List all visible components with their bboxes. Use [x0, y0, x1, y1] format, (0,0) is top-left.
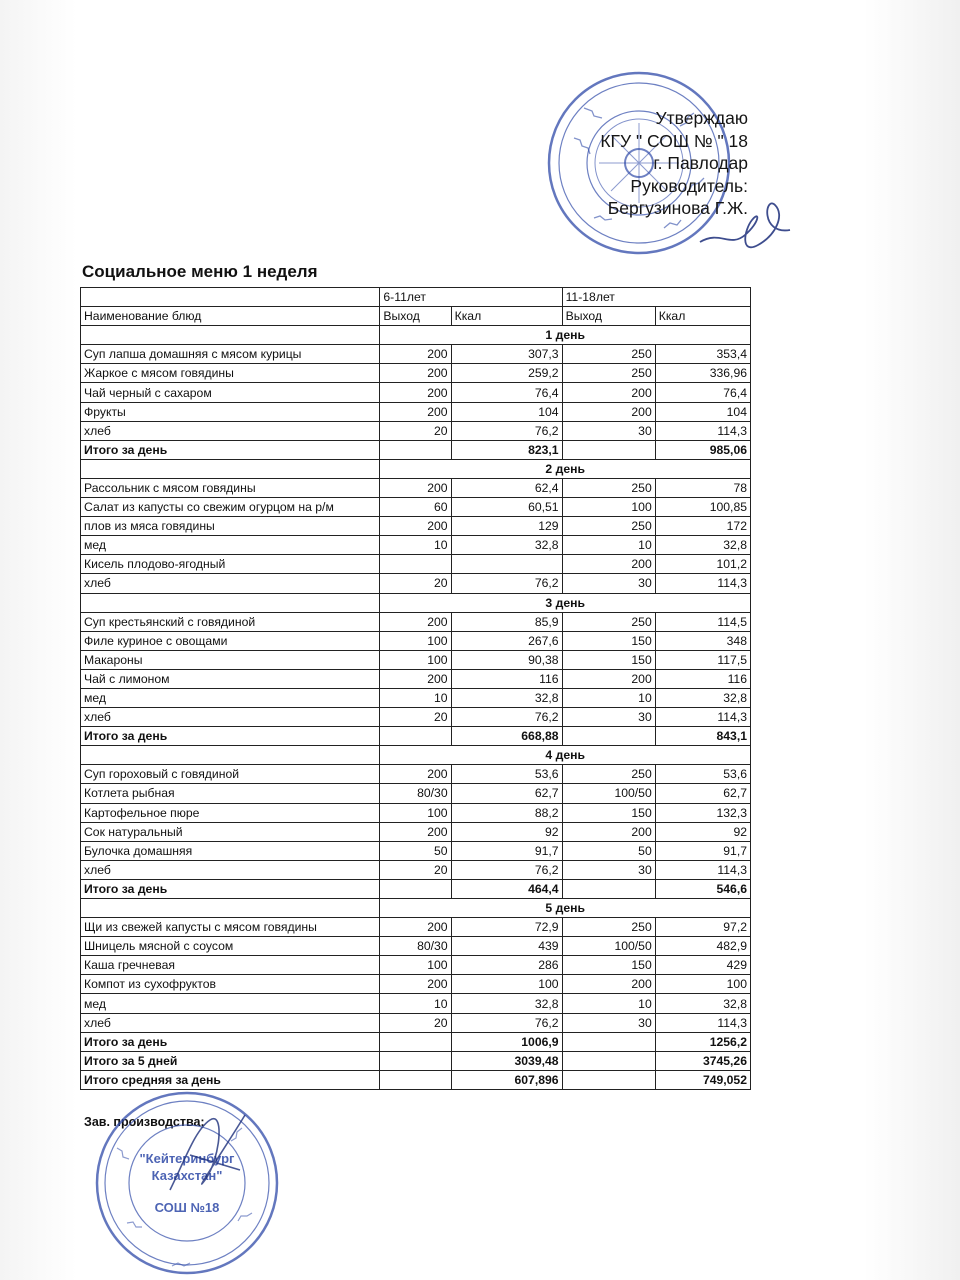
kcal-11-18: 104	[655, 402, 750, 421]
dish-name: Суп гороховый с говядиной	[81, 765, 380, 784]
age-group-2-header: 11-18лет	[562, 288, 750, 307]
dish-row	[81, 364, 751, 383]
dish-row	[81, 918, 751, 937]
kcal-11-18: 32,8	[655, 994, 750, 1013]
output-6-11: 200	[380, 364, 451, 383]
dish-name: хлеб	[81, 708, 380, 727]
output-6-11	[380, 555, 451, 574]
total-row	[81, 440, 751, 459]
output-6-11: 80/30	[380, 784, 451, 803]
kcal-11-18: 114,3	[655, 421, 750, 440]
kcal-6-11: 53,6	[451, 765, 562, 784]
output-11-18: 250	[562, 345, 655, 364]
day-header-row	[81, 459, 751, 478]
total-row	[81, 727, 751, 746]
menu-table	[80, 287, 751, 1090]
kcal-6-11: 76,2	[451, 860, 562, 879]
day-header-row	[81, 326, 751, 345]
output-6-11: 200	[380, 517, 451, 536]
kcal-11-18: 91,7	[655, 841, 750, 860]
output-11-18: 100/50	[562, 784, 655, 803]
kcal-11-18: 101,2	[655, 555, 750, 574]
kcal-11-18: 32,8	[655, 688, 750, 707]
output-6-11: 20	[380, 421, 451, 440]
age-group-1-header: 6-11лет	[380, 288, 562, 307]
dish-name: Булочка домашняя	[81, 841, 380, 860]
kcal-6-11: 76,2	[451, 574, 562, 593]
output-6-11	[380, 440, 451, 459]
dish-row	[81, 975, 751, 994]
dish-name: Чай с лимоном	[81, 669, 380, 688]
dish-name: Кисель плодово-ягодный	[81, 555, 380, 574]
dish-name: Шницель мясной с соусом	[81, 937, 380, 956]
dish-row	[81, 421, 751, 440]
kcal-6-11: 1006,9	[451, 1032, 562, 1051]
total-row	[81, 879, 751, 898]
dish-name: хлеб	[81, 1013, 380, 1032]
kcal-11-18: 336,96	[655, 364, 750, 383]
output-6-11: 60	[380, 498, 451, 517]
output-6-11	[380, 1051, 451, 1070]
kcal-11-18: 78	[655, 478, 750, 497]
kcal-6-11: 129	[451, 517, 562, 536]
empty-cell	[81, 459, 380, 478]
dish-name: Итого средняя за день	[81, 1070, 380, 1089]
dish-row	[81, 1013, 751, 1032]
output-6-11: 100	[380, 650, 451, 669]
kcal-1-header: Ккал	[451, 307, 562, 326]
output-6-11	[380, 879, 451, 898]
output-11-18: 250	[562, 478, 655, 497]
output-11-18: 30	[562, 1013, 655, 1032]
kcal-6-11: 607,896	[451, 1070, 562, 1089]
dish-name: мед	[81, 536, 380, 555]
output-11-18: 10	[562, 536, 655, 555]
output-11-18: 30	[562, 708, 655, 727]
output-6-11: 200	[380, 383, 451, 402]
seal-line-1: "Кейтеринбург	[139, 1151, 235, 1166]
kcal-11-18: 1256,2	[655, 1032, 750, 1051]
dish-row	[81, 708, 751, 727]
dish-row	[81, 956, 751, 975]
output-11-18: 250	[562, 517, 655, 536]
dish-row	[81, 688, 751, 707]
kcal-11-18: 843,1	[655, 727, 750, 746]
output-11-18: 250	[562, 364, 655, 383]
empty-cell	[81, 326, 380, 345]
kcal-11-18: 114,3	[655, 860, 750, 879]
output-1-header: Выход	[380, 307, 451, 326]
output-11-18	[562, 440, 655, 459]
dish-name: Щи из свежей капусты с мясом говядины	[81, 918, 380, 937]
dish-row	[81, 345, 751, 364]
dish-name: мед	[81, 994, 380, 1013]
output-11-18	[562, 879, 655, 898]
output-11-18	[562, 727, 655, 746]
kcal-11-18: 353,4	[655, 345, 750, 364]
dish-name: Салат из капусты со свежим огурцом на р/м	[81, 498, 380, 517]
kcal-11-18: 114,3	[655, 574, 750, 593]
kcal-11-18: 546,6	[655, 879, 750, 898]
approval-line-4: Руководитель:	[630, 175, 748, 196]
output-11-18: 30	[562, 860, 655, 879]
dish-row	[81, 555, 751, 574]
dish-name: хлеб	[81, 860, 380, 879]
approval-line-2: КГУ " СОШ № " 18	[600, 130, 748, 151]
kcal-11-18: 100,85	[655, 498, 750, 517]
output-11-18: 250	[562, 765, 655, 784]
output-6-11: 10	[380, 688, 451, 707]
output-11-18: 200	[562, 669, 655, 688]
output-6-11: 20	[380, 708, 451, 727]
kcal-6-11: 92	[451, 822, 562, 841]
dish-name: хлеб	[81, 574, 380, 593]
dish-name: Картофельное пюре	[81, 803, 380, 822]
kcal-11-18: 114,5	[655, 612, 750, 631]
output-11-18: 200	[562, 555, 655, 574]
kcal-6-11: 823,1	[451, 440, 562, 459]
output-6-11: 20	[380, 574, 451, 593]
kcal-6-11: 464,4	[451, 879, 562, 898]
dish-name: Котлета рыбная	[81, 784, 380, 803]
dish-name: Макароны	[81, 650, 380, 669]
dish-row	[81, 937, 751, 956]
kcal-6-11: 116	[451, 669, 562, 688]
signature-scribble-bottom	[150, 1100, 260, 1210]
dish-name: Сок натуральный	[81, 822, 380, 841]
output-11-18: 200	[562, 402, 655, 421]
output-11-18: 150	[562, 956, 655, 975]
kcal-11-18: 114,3	[655, 708, 750, 727]
dish-name: Чай черный с сахаром	[81, 383, 380, 402]
dish-name: Итого за день	[81, 1032, 380, 1051]
output-11-18: 100	[562, 498, 655, 517]
kcal-6-11: 32,8	[451, 536, 562, 555]
output-11-18: 10	[562, 688, 655, 707]
output-11-18: 30	[562, 421, 655, 440]
kcal-11-18: 116	[655, 669, 750, 688]
dish-name: хлеб	[81, 421, 380, 440]
day-label: 3 день	[380, 593, 751, 612]
kcal-6-11: 100	[451, 975, 562, 994]
output-11-18: 200	[562, 383, 655, 402]
dish-name: Фрукты	[81, 402, 380, 421]
output-2-header: Выход	[562, 307, 655, 326]
kcal-6-11	[451, 555, 562, 574]
dish-name: Компот из сухофруктов	[81, 975, 380, 994]
dish-row	[81, 517, 751, 536]
production-manager-label: Зав. производства:	[84, 1115, 205, 1129]
kcal-6-11: 32,8	[451, 688, 562, 707]
kcal-2-header: Ккал	[655, 307, 750, 326]
kcal-11-18: 172	[655, 517, 750, 536]
dish-row	[81, 784, 751, 803]
dish-name: Итого за день	[81, 879, 380, 898]
dish-name: плов из мяса говядины	[81, 517, 380, 536]
output-6-11	[380, 1070, 451, 1089]
empty-cell	[81, 593, 380, 612]
kcal-11-18: 62,7	[655, 784, 750, 803]
dish-row	[81, 650, 751, 669]
output-11-18: 100/50	[562, 937, 655, 956]
dish-name: мед	[81, 688, 380, 707]
kcal-11-18: 32,8	[655, 536, 750, 555]
day-header-row	[81, 593, 751, 612]
day-header-row	[81, 746, 751, 765]
approval-line-5: Бергузинова Г.Ж.	[607, 198, 748, 218]
total-row	[81, 1032, 751, 1051]
approval-block	[600, 107, 748, 220]
total-row	[81, 1051, 751, 1070]
kcal-11-18: 985,06	[655, 440, 750, 459]
kcal-6-11: 439	[451, 937, 562, 956]
output-6-11: 200	[380, 822, 451, 841]
kcal-11-18: 76,4	[655, 383, 750, 402]
output-11-18: 30	[562, 574, 655, 593]
kcal-11-18: 100	[655, 975, 750, 994]
dish-row	[81, 536, 751, 555]
dish-row	[81, 860, 751, 879]
dish-row	[81, 822, 751, 841]
output-6-11: 10	[380, 994, 451, 1013]
dish-name: Жаркое с мясом говядины	[81, 364, 380, 383]
output-11-18: 250	[562, 918, 655, 937]
output-6-11: 200	[380, 975, 451, 994]
day-label: 4 день	[380, 746, 751, 765]
kcal-6-11: 286	[451, 956, 562, 975]
approval-line-1: Утверждаю	[655, 108, 748, 128]
dish-name: Суп крестьянский с говядиной	[81, 612, 380, 631]
output-6-11: 200	[380, 918, 451, 937]
output-11-18: 200	[562, 822, 655, 841]
output-11-18	[562, 1032, 655, 1051]
output-11-18: 50	[562, 841, 655, 860]
kcal-6-11: 85,9	[451, 612, 562, 631]
dish-row	[81, 803, 751, 822]
dish-name: Итого за день	[81, 727, 380, 746]
kcal-6-11: 32,8	[451, 994, 562, 1013]
kcal-6-11: 88,2	[451, 803, 562, 822]
output-11-18: 10	[562, 994, 655, 1013]
dish-row	[81, 402, 751, 421]
kcal-11-18: 429	[655, 956, 750, 975]
kcal-11-18: 348	[655, 631, 750, 650]
kcal-6-11: 668,88	[451, 727, 562, 746]
dish-name: Итого за 5 дней	[81, 1051, 380, 1070]
output-6-11: 200	[380, 669, 451, 688]
dish-row	[81, 994, 751, 1013]
kcal-11-18: 114,3	[655, 1013, 750, 1032]
kcal-11-18: 749,052	[655, 1070, 750, 1089]
output-6-11: 200	[380, 765, 451, 784]
kcal-6-11: 76,2	[451, 1013, 562, 1032]
kcal-6-11: 62,7	[451, 784, 562, 803]
dish-row	[81, 841, 751, 860]
output-6-11	[380, 1032, 451, 1051]
kcal-6-11: 3039,48	[451, 1051, 562, 1070]
kcal-6-11: 62,4	[451, 478, 562, 497]
kcal-6-11: 259,2	[451, 364, 562, 383]
dish-name: Филе куриное с овощами	[81, 631, 380, 650]
dish-row	[81, 631, 751, 650]
output-6-11: 100	[380, 631, 451, 650]
dish-row	[81, 574, 751, 593]
column-header-row	[81, 307, 751, 326]
day-label: 5 день	[380, 899, 751, 918]
empty-cell	[81, 746, 380, 765]
seal-line-2: Казахстан"	[151, 1168, 223, 1183]
kcal-6-11: 307,3	[451, 345, 562, 364]
dish-name: Суп лапша домашняя с мясом курицы	[81, 345, 380, 364]
output-11-18	[562, 1051, 655, 1070]
dish-row	[81, 612, 751, 631]
output-6-11	[380, 727, 451, 746]
day-label: 2 день	[380, 459, 751, 478]
output-11-18	[562, 1070, 655, 1089]
output-11-18: 150	[562, 631, 655, 650]
dish-name: Рассольник с мясом говядины	[81, 478, 380, 497]
age-group-header-row	[81, 288, 751, 307]
kcal-6-11: 90,38	[451, 650, 562, 669]
output-6-11: 200	[380, 612, 451, 631]
kcal-11-18: 117,5	[655, 650, 750, 669]
kcal-6-11: 72,9	[451, 918, 562, 937]
kcal-6-11: 76,2	[451, 708, 562, 727]
output-6-11: 20	[380, 1013, 451, 1032]
total-row	[81, 1070, 751, 1089]
dish-name-header: Наименование блюд	[81, 307, 380, 326]
kcal-11-18: 132,3	[655, 803, 750, 822]
output-6-11: 200	[380, 345, 451, 364]
dish-row	[81, 669, 751, 688]
kcal-6-11: 91,7	[451, 841, 562, 860]
output-6-11: 10	[380, 536, 451, 555]
output-6-11: 100	[380, 956, 451, 975]
output-6-11: 50	[380, 841, 451, 860]
kcal-6-11: 76,2	[451, 421, 562, 440]
output-11-18: 150	[562, 650, 655, 669]
empty-header-cell	[81, 288, 380, 307]
kcal-6-11: 267,6	[451, 631, 562, 650]
day-header-row	[81, 899, 751, 918]
kcal-11-18: 92	[655, 822, 750, 841]
kcal-11-18: 482,9	[655, 937, 750, 956]
kcal-11-18: 53,6	[655, 765, 750, 784]
output-6-11: 100	[380, 803, 451, 822]
dish-name: Итого за день	[81, 440, 380, 459]
day-label: 1 день	[380, 326, 751, 345]
kcal-6-11: 104	[451, 402, 562, 421]
page-title: Социальное меню 1 неделя	[82, 262, 318, 281]
output-6-11: 200	[380, 478, 451, 497]
kcal-11-18: 97,2	[655, 918, 750, 937]
empty-cell	[81, 899, 380, 918]
output-6-11: 80/30	[380, 937, 451, 956]
output-11-18: 150	[562, 803, 655, 822]
dish-name: Каша гречневая	[81, 956, 380, 975]
output-11-18: 200	[562, 975, 655, 994]
dish-row	[81, 383, 751, 402]
dish-row	[81, 498, 751, 517]
dish-row	[81, 478, 751, 497]
kcal-11-18: 3745,26	[655, 1051, 750, 1070]
kcal-6-11: 60,51	[451, 498, 562, 517]
approval-line-3: г. Павлодар	[653, 153, 748, 173]
output-11-18: 250	[562, 612, 655, 631]
dish-row	[81, 765, 751, 784]
kcal-6-11: 76,4	[451, 383, 562, 402]
output-6-11: 20	[380, 860, 451, 879]
seal-line-3: СОШ №18	[154, 1200, 220, 1215]
output-6-11: 200	[380, 402, 451, 421]
